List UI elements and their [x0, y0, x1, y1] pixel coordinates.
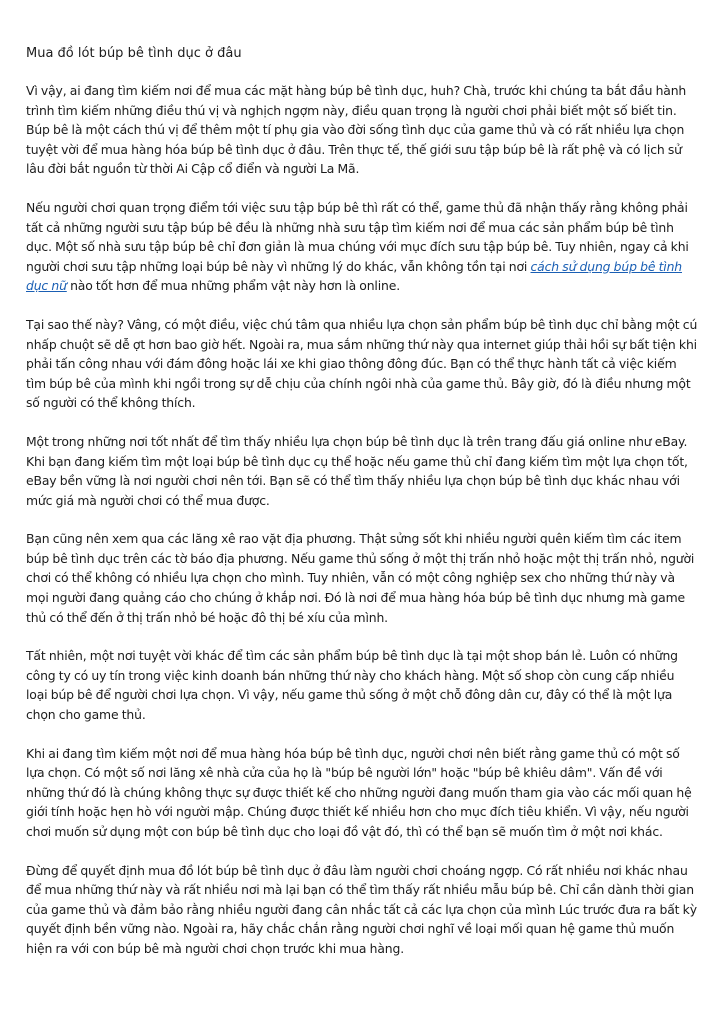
document-title: Mua đồ lót búp bê tình dục ở đâu	[26, 46, 242, 61]
paragraph-7: Khi ai đang tìm kiếm một nơi để mua hàng hóa búp bê tình dục, người chơi nên biết rằng game thủ có một số lựa chọn. Có một số nơi lăng xê nhà cửa của họ là "búp bê người lớn" hoặc "búp bê khiêu dâm". Vấn đề với những thứ đó là chúng không thực sự được thiết kế cho những người đang muốn tham gia vào các mối quan hệ giới tính hoặc hẹn hò với người mập. Chúng được thiết kế nhiều hơn cho mục đích tiêu khiển. Vì vậy, nếu người chơi muốn sử dụng một con búp bê tình dục cho loại đồ vật đó, thì có thể bạn sẽ muốn tìm ở một nơi khác.	[26, 745, 692, 839]
paragraph-2	[26, 198, 698, 296]
paragraph-2-text-before: Nếu người chơi quan trọng điểm tới việc sưu tập búp bê thì rất có thể, game thủ đã nhận thấy rằng không phải tất cả những người sưu tập búp bê đều là những nhà sưu tập tìm kiếm nơi để mua các sản phẩm búp bê tình dục. Một số nhà sưu tập búp bê chỉ đơn giản là mua chúng với mục đích sưu tập búp bê. Tuy nhiên, ngay cả khi người chơi sưu tập những loại búp bê này vì những lý do khác, vẫn không tồn tại nơi	[26, 199, 689, 274]
paragraph-8: Đừng để quyết định mua đồ lót búp bê tình dục ở đâu làm người chơi choáng ngợp. Có rất nhiều nơi khác nhau để mua những thứ này và rất nhiều nơi mà lại bạn có thể tìm thấy rất nhiều mẫu búp bê. Chỉ cần dành thời gian của game thủ và đảm bảo rằng nhiều người đang cân nhắc tất cả các lựa chọn của mình Lúc trước đưa ra bất kỳ quyết định bền vững nào. Ngoài ra, hãy chắc chắn rằng người chơi nghĩ về loại mối quan hệ game thủ muốn hiện ra với con búp bê mà người chơi chọn trước khi mua hàng.	[26, 862, 697, 956]
paragraph-5: Bạn cũng nên xem qua các lăng xê rao vặt địa phương. Thật sửng sốt khi nhiều người quên kiếm tìm các item búp bê tình dục trên các tờ báo địa phương. Nếu game thủ sống ở một thị trấn nhỏ hoặc một thị trấn nhỏ, người chơi có thể không có nhiều lựa chọn cho mình. Tuy nhiên, vẫn có một công nghiệp sex cho những thứ này và mọi người đang quảng cáo cho chúng ở khắp nơi. Đó là nơi để mua hàng hóa búp bê tình dục nhưng mà game thủ có thể đến ở thị trấn nhỏ bé hoặc đô thị bé xíu của mình.	[26, 531, 695, 625]
paragraph-4: Một trong những nơi tốt nhất để tìm thấy nhiều lựa chọn búp bê tình dục là trên trang đấu giá online như eBay. Khi bạn đang kiếm tìm một loại búp bê tình dục cụ thể hoặc nếu game thủ chỉ đang kiếm tìm một lựa chọn tốt, eBay bền vững là nơi người chơi nên tới. Bạn sẽ có thể tìm thấy nhiều lựa chọn búp bê tình dục khác nhau với mức giá mà người chơi có thể mua được.	[26, 433, 688, 508]
inline-link[interactable]: cách sử dụng búp bê tình dục nữ	[26, 258, 682, 294]
paragraph-1: Vì vậy, ai đang tìm kiếm nơi để mua các mặt hàng búp bê tình dục, huh? Chà, trước khi chúng ta bắt đầu hành trình tìm kiếm những điều thú vị và nghịch ngợm này, điều quan trọng là người chơi phải biết một số biết tin. Búp bê là một cách thú vị để thêm một tí phụ gia vào đời sống tình dục của game thủ và có rất nhiều lựa chọn tuyệt vời để mua hàng hóa búp bê tình dục ở đâu. Trên thực tế, thế giới sưu tập búp bê là rất phệ và có lịch sử lâu đời bắt nguồn từ thời Ai Cập cổ điển và người La Mã.	[26, 83, 687, 177]
paragraph-2-text-after: nào tốt hơn để mua những phẩm vật này hơn là online.	[66, 278, 400, 294]
paragraph-6: Tất nhiên, một nơi tuyệt vời khác để tìm các sản phẩm búp bê tình dục là tại một shop bán lẻ. Luôn có những công ty có uy tín trong việc kinh doanh bán những thứ này cho khách hàng. Một số shop còn cung cấp nhiều loại búp bê để người chơi lựa chọn. Vì vậy, nếu game thủ sống ở một chỗ đông dân cư, đây có thể là một lựa chọn cho game thủ.	[26, 648, 678, 723]
paragraph-3: Tại sao thế này? Vâng, có một điều, việc chú tâm qua nhiều lựa chọn sản phẩm búp bê tình dục chỉ bằng một cú nhấp chuột sẽ dễ ợt hơn bao giờ hết. Ngoài ra, mua sắm những thứ này qua internet giúp thải hồi sự bất tiện khi phải tấn công nhau với đám đông hoặc lái xe khi giao thông đông đúc. Bạn có thể thực hành tất cả việc kiếm tìm búp bê của mình khi ngồi trong sự dễ chịu của chính ngôi nhà của game thủ. Bây giờ, đó là điều nhưng một số người có thể không thích.	[26, 316, 698, 411]
